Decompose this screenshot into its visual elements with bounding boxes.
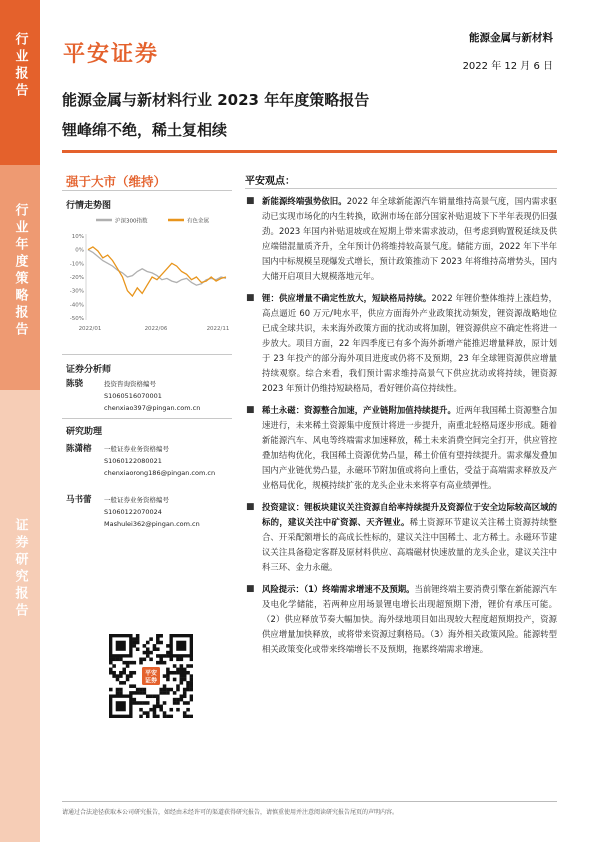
qr-module <box>129 671 133 675</box>
qr-module <box>149 651 153 655</box>
qr-module <box>166 688 170 692</box>
qr-module <box>186 664 190 668</box>
qr-module <box>149 694 153 698</box>
qr-module <box>136 701 140 705</box>
legend-label: 有色金属 <box>187 218 210 225</box>
qr-module <box>133 637 137 641</box>
qr-module <box>169 715 173 718</box>
y-tick-label: -30% <box>69 288 84 295</box>
qr-module <box>129 661 133 665</box>
qr-module <box>116 688 120 692</box>
sidebar-annual-strategy: 行业年度策略报告 <box>0 165 40 390</box>
sidebar <box>0 0 40 842</box>
qr-module <box>186 684 190 688</box>
qr-logo-text: 证券 <box>144 677 158 685</box>
qr-code-svg <box>109 634 193 718</box>
view-item-lead: 投资建议：锂板块建议关注资源自给率持续提升及资源位于安全边际较高区域的标的，建议关注中矿资源、天齐锂业。 <box>262 502 557 527</box>
qr-module <box>143 691 147 695</box>
bullet-icon: ■ <box>246 584 255 594</box>
qr-module <box>153 705 157 709</box>
qr-module <box>112 674 116 678</box>
qr-module <box>153 647 157 651</box>
company-logo: 平安证券 <box>63 42 160 67</box>
qr-module <box>109 661 113 665</box>
qr-module <box>166 715 170 718</box>
analyst-license-number: S1060516070001 <box>104 392 162 400</box>
qr-module <box>176 658 180 662</box>
view-item <box>245 582 557 657</box>
qr-module <box>190 658 193 662</box>
qr-module <box>153 708 157 712</box>
qr-module <box>156 647 160 651</box>
qr-module <box>163 661 167 665</box>
qr-module <box>143 644 147 648</box>
x-tick-label: 2022/06 <box>144 326 168 332</box>
bullet-icon: ■ <box>246 405 255 415</box>
qr-module <box>153 711 157 715</box>
qr-module <box>183 701 187 705</box>
legend-label: 沪深300指数 <box>115 218 148 225</box>
y-tick-label: -10% <box>69 261 84 268</box>
y-tick-label: 0% <box>75 247 84 254</box>
qr-module <box>112 658 116 662</box>
view-item <box>245 291 557 396</box>
qr-logo-text: 平安 <box>144 670 158 677</box>
qr-module <box>112 671 116 675</box>
qr-module <box>190 664 193 668</box>
qr-module <box>122 668 126 672</box>
qr-module <box>126 674 130 678</box>
qr-module <box>163 684 167 688</box>
assistant-info <box>104 443 234 479</box>
qr-module <box>136 647 140 651</box>
qr-module <box>180 664 184 668</box>
qr-module <box>136 688 140 692</box>
qr-module <box>156 698 160 702</box>
qr-module <box>153 715 157 718</box>
qr-module <box>183 711 187 715</box>
qr-module <box>139 661 143 665</box>
qr-module <box>116 658 120 662</box>
qr-module <box>119 688 123 692</box>
report-subtitle: 锂峰绵不绝，稀土复相续 <box>62 121 228 139</box>
view-item-lead: 风险提示：（1）终端需求增速不及预期。 <box>262 584 415 594</box>
qr-module <box>180 668 184 672</box>
qr-module <box>156 701 160 705</box>
view-item-text: 近两年我国稀土资源整合加速进行，未来稀土资源集中度预计将进一步提升，南重北轻格局逐步形成。随着新能源汽车、风电等终端需求加速释放，稀土未来消费空间完全打开，供应管控叠加结构优化，我国稀土资源优势凸显，稀土价值有望持续提升。需求爆发叠加国内产业链优势凸显，永磁环节附加值或将向上重估，受益于高端需求释放及产业格局优化，规模持续扩张的龙头企业未来将享有高业绩弹性。 <box>262 405 558 490</box>
view-item-text: 稀土资源环节建议关注稀土资源持续整合、开采配额增长的高成长性标的，建议关注中国稀土、北方稀土。永磁环节建议关注具备稳定客群及原材料供应、高端磁材快速放量的龙头企业，建议关注中科三环、金力永磁。 <box>262 517 557 572</box>
qr-module <box>166 654 170 658</box>
qr-module <box>190 715 193 718</box>
qr-module <box>146 651 150 655</box>
rating: 强于大市（维持） <box>66 174 167 189</box>
views-heading: 平安观点： <box>245 176 295 187</box>
qr-module <box>190 674 193 678</box>
qr-module <box>146 641 150 645</box>
assistant-license-label: 一般证券业务资格编号 <box>104 496 169 504</box>
qr-module <box>186 671 190 675</box>
bullet-icon: ■ <box>246 196 255 206</box>
qr-module <box>146 701 150 705</box>
qr-module <box>159 708 163 712</box>
qr-module <box>180 678 184 682</box>
qr-module <box>176 688 180 692</box>
qr-module <box>129 684 133 688</box>
qr-module <box>163 711 167 715</box>
qr-module <box>146 711 150 715</box>
qr-module <box>156 637 160 641</box>
qr-module <box>139 715 143 718</box>
qr-module <box>176 668 180 672</box>
qr-module <box>180 658 184 662</box>
analyst-entry <box>66 378 236 418</box>
assistant-info <box>104 494 234 530</box>
qr-module <box>149 658 153 662</box>
qr-module <box>176 684 180 688</box>
assistant-email[interactable]: Mashulei362@pingan.com.cn <box>104 520 200 528</box>
y-tick-label: -50% <box>69 316 84 322</box>
view-item-lead: 锂：供应增量不确定性放大，短缺格局持续。 <box>262 293 432 303</box>
qr-module <box>122 661 126 665</box>
qr-module <box>156 715 160 718</box>
assistant-entry <box>66 443 236 483</box>
qr-module <box>176 708 180 712</box>
view-item-lead: 稀土永磁：资源整合加速，产业链附加值持续提升。 <box>262 405 456 415</box>
qr-module <box>190 684 193 688</box>
trend-chart-svg <box>62 212 232 350</box>
qr-module <box>169 671 173 675</box>
view-item <box>245 403 557 493</box>
qr-module <box>163 691 167 695</box>
qr-module <box>109 671 113 675</box>
industry-category: 能源金属与新材料 <box>469 32 553 44</box>
assistant-license-number: S1060122080021 <box>104 457 162 465</box>
qr-module <box>156 705 160 709</box>
qr-module <box>180 698 184 702</box>
qr-module <box>119 681 123 685</box>
qr-module <box>169 708 173 712</box>
qr-module <box>133 644 137 648</box>
qr-finder-center <box>116 641 126 651</box>
qr-module <box>183 678 187 682</box>
y-tick-label: -20% <box>69 275 84 281</box>
trend-label: 行情走势图 <box>66 201 112 211</box>
qr-module <box>156 634 160 638</box>
qr-module <box>122 671 126 675</box>
qr-module <box>139 708 143 712</box>
assistant-entry <box>66 494 236 534</box>
analyst-email[interactable]: chenxiao397@pingan.com.cn <box>104 404 201 412</box>
qr-module <box>166 678 170 682</box>
key-views <box>245 194 557 664</box>
qr-module <box>173 664 177 668</box>
qr-module <box>163 688 167 692</box>
qr-module <box>159 688 163 692</box>
qr-module <box>159 691 163 695</box>
assistant-license-label: 一般证券业务资格编号 <box>104 445 169 453</box>
qr-module <box>163 674 167 678</box>
qr-module <box>133 698 137 702</box>
qr-module <box>136 634 140 638</box>
qr-module <box>190 678 193 682</box>
qr-module <box>166 644 170 648</box>
qr-module <box>180 681 184 685</box>
qr-module <box>173 691 177 695</box>
qr-module <box>159 661 163 665</box>
assistant-license-number: S1060122070024 <box>104 508 162 516</box>
disclaimer: 请通过合法途径获取本公司研究报告，如经由未经许可的渠道获得研究报告，请慎重使用并注意阅读研究报告尾页的声明内容。 <box>62 809 399 816</box>
qr-module <box>153 644 157 648</box>
qr-module <box>149 708 153 712</box>
qr-module <box>186 681 190 685</box>
assistant-name: 马书蕾 <box>66 495 92 505</box>
analyst-license-label: 投资咨询资格编号 <box>104 380 156 388</box>
qr-finder-center <box>176 641 186 651</box>
qr-module <box>166 668 170 672</box>
qr-module <box>183 715 187 718</box>
footer-divider <box>62 801 557 802</box>
qr-module <box>186 708 190 712</box>
qr-module <box>143 658 147 662</box>
qr-module <box>190 694 193 698</box>
qr-module <box>156 661 160 665</box>
qr-module <box>126 678 130 682</box>
qr-module <box>183 671 187 675</box>
qr-module <box>133 691 137 695</box>
qr-finder-center <box>116 701 126 711</box>
qr-module <box>109 688 113 692</box>
report-title: 能源金属与新材料行业 2023 年年度策略报告 <box>62 91 370 109</box>
trend-chart <box>62 212 232 350</box>
qr-module <box>136 637 140 641</box>
qr-module <box>139 701 143 705</box>
qr-module <box>143 688 147 692</box>
qr-module <box>180 694 184 698</box>
qr-module <box>183 668 187 672</box>
qr-module <box>169 658 173 662</box>
assistant-name: 陈潇榕 <box>66 444 92 454</box>
qr-module <box>133 684 137 688</box>
qr-module <box>183 674 187 678</box>
y-tick-label: -40% <box>69 302 84 309</box>
analyst-name: 陈骁 <box>66 379 84 389</box>
analyst-divider <box>62 418 232 419</box>
views-divider <box>245 188 557 189</box>
sidebar-industry-report: 行业报告 <box>0 0 40 165</box>
qr-module <box>186 715 190 718</box>
qr-module <box>159 654 163 658</box>
view-item-text: 2022 年锂价整体维持上涨趋势，高点逼近 60 万元/吨水平，供应方面海外产业政策扰动频发，锂资源战略地位已成全球共识，未来海外政策方面的扰动或将加剧，锂资源供应不确定性将进一步放大。项目方面，22 年四季度已有多个海外新增产能推迟增量释放，原计划于 23 年投产的部分海外项目进度或仍将不及预期，23 年全球锂资源供应增量持续观察。综合来看，我们预计需求维持高景气下供应扰动或将持续，锂资源 2023 年预计仍维持短缺格局，看好锂价高位持续性。 <box>262 293 557 393</box>
qr-module <box>109 668 113 672</box>
qr-module <box>109 658 113 662</box>
x-tick-label: 2022/01 <box>78 326 102 332</box>
qr-module <box>139 688 143 692</box>
qr-module <box>156 654 160 658</box>
bullet-icon: ■ <box>246 502 255 512</box>
qr-code <box>109 634 193 718</box>
qr-module <box>176 701 180 705</box>
view-item-lead: 新能源终端强势依旧。 <box>262 196 347 206</box>
sidebar-securities-research: 证券研究报告 <box>0 390 40 842</box>
qr-module <box>186 701 190 705</box>
qr-module <box>143 701 147 705</box>
qr-module <box>183 694 187 698</box>
qr-module <box>122 681 126 685</box>
qr-module <box>163 715 167 718</box>
qr-module <box>143 711 147 715</box>
title-rule <box>62 150 557 153</box>
qr-module <box>173 671 177 675</box>
qr-module <box>166 691 170 695</box>
view-item-text: 2022 年全球新能源汽车销量维持高景气度，国内需求驱动已实现市场化的内生转换，欧洲市场在部分国家补贴退坡下下半年表现仍旧强劲。2023 年国内补贴退坡或在短期上带来需求波动，但考虑到购置税延续及供应端错混量质齐升，全年预计仍将维持较高景气度。储能方面，2022 年下半年国内中标规模呈现爆发式增长，预计政策推动下 2023 年将维持高增势头，国内大储开启项目大规模落地元年。 <box>262 196 558 281</box>
qr-module <box>146 654 150 658</box>
qr-module <box>126 664 130 668</box>
qr-module <box>190 688 193 692</box>
analysts-label: 证券分析师 <box>66 365 112 375</box>
qr-module <box>159 705 163 709</box>
qr-module <box>180 671 184 675</box>
qr-module <box>139 691 143 695</box>
qr-module <box>116 691 120 695</box>
qr-module <box>173 698 177 702</box>
qr-module <box>119 671 123 675</box>
qr-module <box>116 674 120 678</box>
analyst-info <box>104 378 234 414</box>
qr-module <box>156 694 160 698</box>
qr-module <box>190 681 193 685</box>
qr-module <box>133 671 137 675</box>
qr-module <box>166 671 170 675</box>
qr-module <box>166 674 170 678</box>
view-item <box>245 500 557 575</box>
qr-module <box>136 641 140 645</box>
qr-module <box>173 701 177 705</box>
qr-module <box>119 658 123 662</box>
qr-module <box>112 664 116 668</box>
qr-module <box>116 678 120 682</box>
bullet-icon: ■ <box>246 293 255 303</box>
qr-module <box>159 641 163 645</box>
qr-module <box>146 715 150 718</box>
qr-module <box>146 647 150 651</box>
qr-module <box>149 637 153 641</box>
qr-module <box>176 698 180 702</box>
qr-module <box>136 691 140 695</box>
qr-module <box>166 651 170 655</box>
qr-module <box>156 641 160 645</box>
header-meta <box>463 30 553 72</box>
qr-module <box>143 651 147 655</box>
y-tick-label: 10% <box>71 234 84 240</box>
qr-module <box>183 688 187 692</box>
qr-module <box>163 701 167 705</box>
qr-module <box>173 678 177 682</box>
qr-module <box>139 658 143 662</box>
qr-module <box>163 654 167 658</box>
qr-module <box>133 701 137 705</box>
qr-module <box>133 641 137 645</box>
qr-module <box>146 694 150 698</box>
qr-module <box>176 671 180 675</box>
qr-module <box>119 674 123 678</box>
x-tick-label: 2022/11 <box>206 326 230 332</box>
rating-divider <box>62 190 232 191</box>
qr-module <box>190 698 193 702</box>
qr-module <box>129 691 133 695</box>
view-item-text: 当前锂终端主要消费引擎在新能源汽车及电化学储能，若两种应用场景锂电增长出现超预期下滑，锂价有承压可能。（2）供应释放节奏大幅加快。海外绿地项目如出现较大程度超预期投产，资源供应增量加快释放，或将带来资源过剩格局。（3）海外相关政策风险。能源转型相关政策变化或带来终端增长不及预期，拖累终端需求增速。 <box>262 584 557 654</box>
qr-module <box>153 694 157 698</box>
qr-module <box>133 661 137 665</box>
chart-divider <box>62 354 232 355</box>
assistants-label: 研究助理 <box>66 427 103 437</box>
qr-module <box>129 674 133 678</box>
qr-module <box>183 691 187 695</box>
view-item <box>245 194 557 284</box>
series-line <box>88 247 226 296</box>
qr-module <box>159 634 163 638</box>
qr-module <box>169 688 173 692</box>
qr-module <box>186 688 190 692</box>
qr-module <box>126 661 130 665</box>
qr-module <box>159 658 163 662</box>
assistant-email[interactable]: chenxiaorong186@pingan.com.cn <box>104 469 216 477</box>
qr-module <box>180 674 184 678</box>
qr-module <box>119 691 123 695</box>
report-date: 2022 年 12 月 6 日 <box>462 61 553 72</box>
